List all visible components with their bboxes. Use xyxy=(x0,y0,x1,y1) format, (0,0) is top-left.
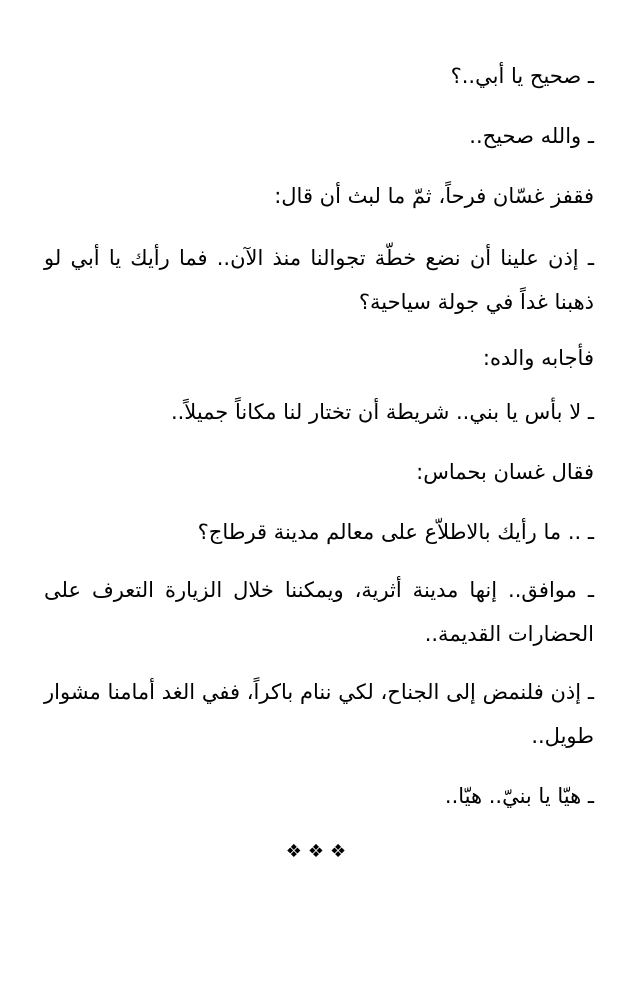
narration-line: فقال غسان بحماس: xyxy=(416,460,594,484)
dialogue-paragraph: ـ إذن فلنمض إلى الجناح، لكي ننام باكراً، ففي الغد أمامنا مشوار طويل.. xyxy=(44,680,594,748)
dialogue-line: ـ صحيح يا أبي..؟ xyxy=(450,64,594,88)
book-page xyxy=(44,0,594,1000)
narration-line: فأجابه والده: xyxy=(482,346,594,370)
dialogue-line: ـ لا بأس يا بني.. شريطة أن تختار لنا مكاناً جميلاً.. xyxy=(170,400,594,424)
dialogue-paragraph: ـ موافق.. إنها مدينة أثرية، ويمكننا خلال الزيارة التعرف على الحضارات القديمة.. xyxy=(44,578,594,646)
section-separator: ❖❖❖ xyxy=(285,841,353,862)
narration-line: فقفز غسّان فرحاً، ثمّ ما لبث أن قال: xyxy=(274,184,594,208)
dialogue-paragraph: ـ إذن علينا أن نضع خطّة تجوالنا منذ الآن.. فما رأيك يا أبي لو ذهبنا غداً في جولة سياحية؟ xyxy=(44,246,594,314)
dialogue-line: ـ والله صحيح.. xyxy=(469,124,594,148)
dialogue-line: ـ هيّا يا بنيّ.. هيّا.. xyxy=(444,784,594,808)
dialogue-line: ـ .. ما رأيك بالاطلاّع على معالم مدينة قرطاج؟ xyxy=(197,520,594,544)
